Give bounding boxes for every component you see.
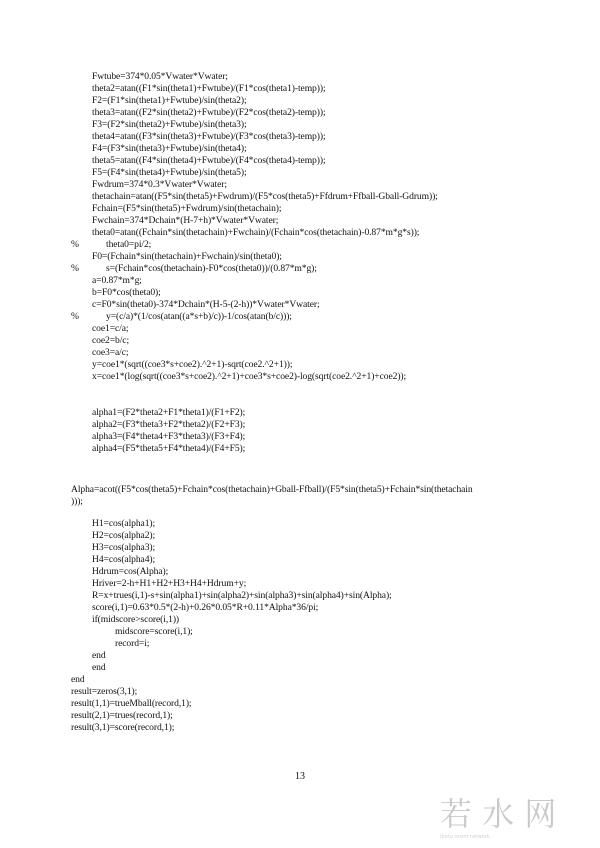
- code-line: H1=cos(alpha1);: [92, 518, 156, 529]
- code-line: end: [92, 662, 106, 673]
- code-line: alpha4=(F5*theta5+F4*theta4)/(F4+F5);: [92, 443, 246, 454]
- code-line: H3=cos(alpha3);: [92, 542, 156, 553]
- code-line: theta2=atan((F1*sin(theta1)+Fwtube)/(F1*cos(theta1)-temp));: [92, 83, 326, 94]
- code-line: F3=(F2*sin(theta2)+Fwtube)/sin(theta3);: [92, 119, 247, 130]
- code-line: y=(c/a)*(1/cos(atan((a*s+b)/c))-1/cos(atan(b/c)));: [106, 311, 292, 322]
- code-line: Fchain=(F5*sin(theta5)+Fwdrum)/sin(thetachain);: [92, 203, 282, 214]
- comment-marker: %: [71, 263, 79, 274]
- code-line: midscore=score(i,1);: [115, 626, 193, 637]
- code-line: end: [71, 674, 85, 685]
- code-line: c=F0*sin(theta0)-374*Dchain*(H-5-(2-h))*Vwater*Vwater;: [92, 299, 320, 310]
- code-line: Hriver=2-h+H1+H2+H3+H4+Hdrum+y;: [92, 578, 247, 589]
- code-line: Hdrum=cos(Alpha);: [92, 566, 169, 577]
- code-line: coe2=b/c;: [92, 335, 130, 346]
- code-line: record=i;: [115, 638, 150, 649]
- code-line: alpha1=(F2*theta2+F1*theta1)/(F1+F2);: [92, 407, 246, 418]
- code-line: end: [92, 650, 106, 661]
- code-line: coe3=a/c;: [92, 347, 129, 358]
- watermark-subtitle: ibotu rosint nelwork: [440, 834, 490, 840]
- comment-marker: %: [71, 239, 79, 250]
- code-line: b=F0*cos(theta0);: [92, 287, 161, 298]
- watermark-characters: 若 水 网: [440, 795, 557, 833]
- code-line: H4=cos(alpha4);: [92, 554, 156, 565]
- code-line: a=0.87*m*g;: [92, 275, 142, 286]
- code-line: alpha3=(F4*theta4+F3*theta3)/(F3+F4);: [92, 431, 246, 442]
- code-line: x=coe1*(log(sqrt((coe3*s+coe2).^2+1)+coe3*s+coe2)-log(sqrt(coe2.^2+1)+coe2));: [92, 371, 407, 382]
- code-line: thetachain=atan((F5*sin(theta5)+Fwdrum)/(F5*cos(theta5)+Ffdrum+Ffball-Gball-Gdrum));: [92, 191, 438, 202]
- code-line: F0=(Fchain*sin(thetachain)+Fwchain)/sin(theta0);: [92, 251, 282, 262]
- code-line: H2=cos(alpha2);: [92, 530, 156, 541]
- code-line: theta0=atan((Fchain*sin(thetachain)+Fwchain)/(Fchain*cos(thetachain)-0.87*m*g*s));: [92, 227, 420, 238]
- code-line: if(midscore>score(i,1)): [92, 614, 180, 625]
- code-line: R=x+trues(i,1)-s+sin(alpha1)+sin(alpha2)+sin(alpha3)+sin(alpha4)+sin(Alpha);: [92, 590, 392, 601]
- code-line: theta3=atan((F2*sin(theta2)+Fwtube)/(F2*cos(theta2)-temp));: [92, 107, 326, 118]
- code-line: theta4=atan((F3*sin(theta3)+Fwtube)/(F3*cos(theta3)-temp));: [92, 131, 326, 142]
- code-line: result(1,1)=trueMball(record,1);: [71, 698, 192, 709]
- code-line: coe1=c/a;: [92, 323, 129, 334]
- comment-marker: %: [71, 311, 79, 322]
- code-line: Fwtube=374*0.05*Vwater*Vwater;: [92, 71, 228, 82]
- code-line: s=(Fchain*cos(thetachain)-F0*cos(theta0))/(0.87*m*g);: [106, 263, 317, 274]
- code-line: Fwchain=374*Dchain*(H-7+h)*Vwater*Vwater;: [92, 215, 279, 226]
- code-line: y=coe1*(sqrt((coe3*s+coe2).^2+1)-sqrt(coe2.^2+1));: [92, 359, 293, 370]
- code-line: theta0=pi/2;: [106, 239, 152, 250]
- code-line: )));: [71, 496, 83, 507]
- code-line: theta5=atan((F4*sin(theta4)+Fwtube)/(F4*cos(theta4)-temp));: [92, 155, 326, 166]
- code-line: F5=(F4*sin(theta4)+Fwtube)/sin(theta5);: [92, 167, 247, 178]
- code-line: Fwdrum=374*0.3*Vwater*Vwater;: [92, 179, 227, 190]
- code-line: score(i,1)=0.63*0.5*(2-h)+0.26*0.05*R+0.11*Alpha*36/pi;: [92, 602, 319, 613]
- watermark-logo: [440, 796, 590, 846]
- code-line: F2=(F1*sin(theta1)+Fwtube)/sin(theta2);: [92, 95, 247, 106]
- code-line: alpha2=(F3*theta3+F2*theta2)/(F2+F3);: [92, 419, 246, 430]
- page-number: 13: [295, 771, 305, 782]
- code-line: result=zeros(3,1);: [71, 686, 138, 697]
- code-line: result(2,1)=trues(record,1);: [71, 710, 173, 721]
- code-line: result(3,1)=score(record,1);: [71, 722, 175, 733]
- code-line: F4=(F3*sin(theta3)+Fwtube)/sin(theta4);: [92, 143, 247, 154]
- code-line: Alpha=acot((F5*cos(theta5)+Fchain*cos(thetachain)+Gball-Ffball)/(F5*sin(theta5)+Fchain*sin(thetachain: [71, 484, 473, 495]
